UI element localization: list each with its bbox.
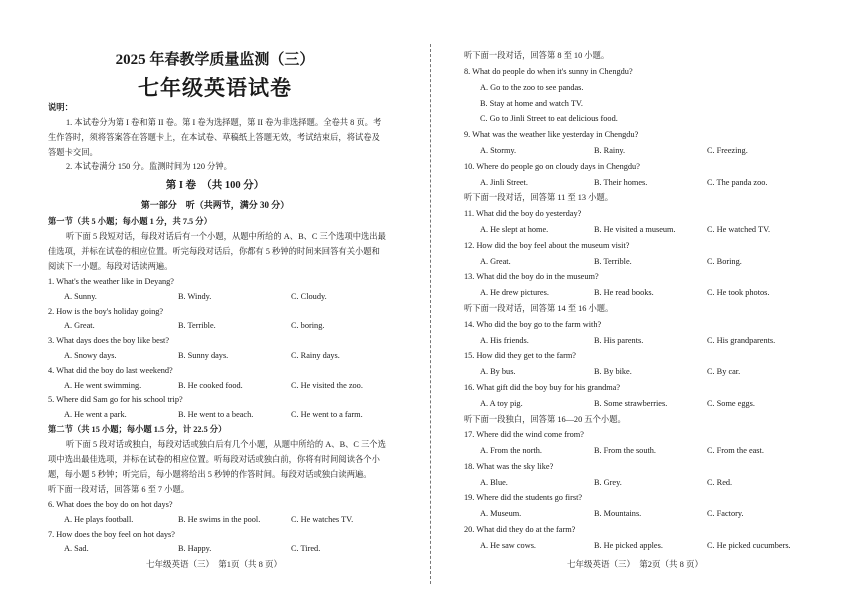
dialogue-lead: 听下面一段对话，回答第 8 至 10 小题。	[464, 51, 610, 60]
option-c: C. Tired.	[291, 544, 321, 553]
option-b: B. He swims in the pool.	[178, 515, 261, 524]
option-b: B. Sunny days.	[178, 351, 229, 360]
dialogue-lead: 听下面一段对话，回答第 6 至 7 小题。	[48, 485, 190, 494]
option-b: B. Terrible.	[594, 257, 632, 266]
option-a: A. He saw cows.	[480, 541, 536, 550]
question-stem: 3. What days does the boy like best?	[48, 336, 170, 345]
exam-subtitle: 七年级英语试卷	[138, 76, 292, 100]
option-c: C. He watched TV.	[707, 225, 771, 234]
option-c: C. He picked cucumbers.	[707, 541, 791, 550]
option-a: A. He went swimming.	[64, 381, 142, 390]
question-stem: 2. How is the boy's holiday going?	[48, 307, 164, 316]
option-a: A. Stormy.	[480, 146, 517, 155]
option-b: B. He cooked food.	[178, 381, 243, 390]
option-b: B. He visited a museum.	[594, 225, 676, 234]
dialogue-lead: 听下面一段对话，回答第 11 至 13 小题。	[464, 193, 614, 202]
option-a: A. Museum.	[480, 509, 522, 518]
option-a: A. Blue.	[480, 478, 508, 487]
question-stem: 17. Where did the wind come from?	[464, 430, 584, 439]
section-2-instructions-cont: 项中选出最佳选项，并标在试卷的相应位置。听每段对话或独白前，你将有时间阅读各个小	[48, 455, 380, 464]
section-1-instructions: 听下面 5 段短对话，每段对话后有一个小题，从题中所给的 A、B、C 三个选项中选出最	[66, 232, 386, 241]
option-a: A. He slept at home.	[480, 225, 549, 234]
section-2-instructions-end: 题，每小题 5 秒钟；听完后，每小题将给出 5 秒钟的作答时间。每段对话或独白读两遍。	[48, 470, 372, 479]
option-a: A. He plays football.	[64, 515, 134, 524]
note-1-cont: 生作答时，须将答案答在答题卡上，在本试卷、草稿纸上答题无效，考试结束后，将试卷及	[48, 133, 380, 142]
page-footer: 七年级英语（三） 第2页（共 8 页）	[567, 559, 704, 569]
option-c: C. He watches TV.	[291, 515, 354, 524]
question-stem: 16. What gift did the boy buy for his grandma?	[464, 383, 621, 392]
option-a: A. Great.	[480, 257, 511, 266]
section-1-instructions-end: 阅读下一小题。每段对话读两遍。	[48, 262, 173, 271]
note-2: 2. 本试卷满分 150 分。监测时间为 120 分钟。	[66, 162, 232, 171]
option-a: A. Sunny.	[64, 292, 97, 301]
question-stem: 8. What do people do when it's sunny in Chengdu?	[464, 67, 633, 76]
option-a: A. Great.	[64, 321, 95, 330]
question-stem: 5. Where did Sam go for his school trip?	[48, 395, 183, 404]
option-c: C. Red.	[707, 478, 733, 487]
option-c: C. Factory.	[707, 509, 744, 518]
notes-label: 说明：	[48, 103, 73, 112]
option-b: B. Rainy.	[594, 146, 626, 155]
option-a: A. Jinli Street.	[480, 178, 528, 187]
question-stem: 13. What did the boy do in the museum?	[464, 272, 599, 281]
option-a: A. His friends.	[480, 336, 529, 345]
note-1: 1. 本试卷分为第 I 卷和第 II 卷。第 I 卷为选择题，第 II 卷为非选择题。全卷共 8 页。考	[66, 118, 382, 127]
option-b: B. By bike.	[594, 367, 632, 376]
question-stem: 15. How did they get to the farm?	[464, 351, 576, 360]
option-c: C. Rainy days.	[291, 351, 340, 360]
question-stem: 9. What was the weather like yesterday in Chengdu?	[464, 130, 639, 139]
dialogue-lead: 听下面一段独白，回答第 16—20 五个小题。	[464, 415, 626, 424]
option-b: B. He read books.	[594, 288, 654, 297]
question-stem: 1. What's the weather like in Deyang?	[48, 277, 174, 286]
option-c: C. Cloudy.	[291, 292, 327, 301]
option-b: B. Grey.	[594, 478, 622, 487]
note-1-end: 答题卡交回。	[48, 148, 98, 157]
option-a: A. By bus.	[480, 367, 516, 376]
question-stem: 4. What did the boy do last weekend?	[48, 366, 173, 375]
option-c: C. Some eggs.	[707, 399, 755, 408]
option-a: A. Snowy days.	[64, 351, 117, 360]
question-stem: 7. How does the boy feel on hot days?	[48, 530, 175, 539]
question-stem: 12. How did the boy feel about the museum visit?	[464, 241, 630, 250]
question-stem: 14. Who did the boy go to the farm with?	[464, 320, 602, 329]
option-b: B. Windy.	[178, 292, 212, 301]
part-heading: 第一部分 听（共两节，满分 30 分）	[140, 200, 290, 210]
option-c: C. The panda zoo.	[707, 178, 768, 187]
option-b: B. Terrible.	[178, 321, 216, 330]
question-stem: 10. Where do people go on cloudy days in Chengdu?	[464, 162, 640, 171]
option-c: C. boring.	[291, 321, 325, 330]
option-a: A. Sad.	[64, 544, 89, 553]
option-b: B. Their homes.	[594, 178, 648, 187]
question-stem: 20. What did they do at the farm?	[464, 525, 576, 534]
question-stem: 19. Where did the students go first?	[464, 493, 583, 502]
question-stem: 18. What was the sky like?	[464, 462, 554, 471]
option-a: A. He went a park.	[64, 410, 127, 419]
option-c: C. He went to a farm.	[291, 410, 363, 419]
option-b: B. Some strawberries.	[594, 399, 668, 408]
option-b: B. From the south.	[594, 446, 656, 455]
exam-title: 2025 年春教学质量监测（三）	[115, 52, 315, 68]
section-1-instructions-cont: 佳选项，并标在试卷的相应位置。听完每段对话后，你都有 5 秒钟的时间来回答有关小题和	[48, 247, 380, 256]
option-c: C. From the east.	[707, 446, 764, 455]
option-a: A. A toy pig.	[480, 399, 523, 408]
option-b: B. Stay at home and watch TV.	[480, 99, 583, 108]
option-a: A. Go to the zoo to see pandas.	[480, 83, 584, 92]
option-c: C. Boring.	[707, 257, 742, 266]
option-b: B. Happy.	[178, 544, 212, 553]
option-b: B. Mountains.	[594, 509, 642, 518]
option-c: C. He visited the zoo.	[291, 381, 363, 390]
section-2-instructions: 听下面 5 段对话或独白，每段对话或独白后有几个小题，从题中所给的 A、B、C 三个选	[66, 440, 386, 449]
option-b: B. His parents.	[594, 336, 644, 345]
option-b: B. He went to a beach.	[178, 410, 254, 419]
question-stem: 11. What did the boy do yesterday?	[464, 209, 582, 218]
section-1-title: 第一节（共 5 小题；每小题 1 分，共 7.5 分）	[48, 217, 212, 226]
option-a: A. From the north.	[480, 446, 542, 455]
option-c: C. Freezing.	[707, 146, 748, 155]
volume-heading: 第 I 卷 （共 100 分）	[165, 180, 265, 191]
option-a: A. He drew pictures.	[480, 288, 549, 297]
option-c: C. He took photos.	[707, 288, 770, 297]
option-c: C. His grandparents.	[707, 336, 776, 345]
page-footer: 七年级英语（三） 第1页（共 8 页）	[146, 559, 283, 569]
question-stem: 6. What does the boy do on hot days?	[48, 500, 173, 509]
option-b: B. He picked apples.	[594, 541, 663, 550]
option-c: C. Go to Jinli Street to eat delicious food.	[480, 114, 618, 123]
option-c: C. By car.	[707, 367, 741, 376]
section-2-title: 第二节（共 15 小题；每小题 1.5 分，计 22.5 分）	[48, 425, 227, 434]
dialogue-lead: 听下面一段对话，回答第 14 至 16 小题。	[464, 304, 614, 313]
page-right	[431, 0, 860, 608]
